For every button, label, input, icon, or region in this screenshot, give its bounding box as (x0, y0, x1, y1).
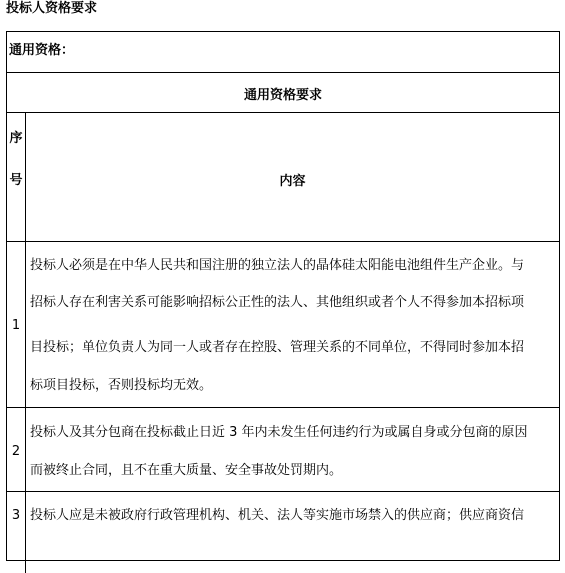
row-1-line-4: 标项目投标，否则投标均无效。 (30, 378, 213, 393)
row-divider (7, 407, 559, 408)
content-header: 内容 (279, 174, 306, 189)
row-divider (7, 241, 559, 242)
row-2-line-2: 而被终止合同，且不在重大质量、安全事故处罚期内。 (30, 463, 343, 478)
qualification-table (6, 31, 560, 561)
row-1-seq: 1 (11, 318, 21, 333)
seq-header-char-1: 序 (9, 131, 23, 146)
row-divider (7, 491, 559, 492)
section-heading: 投标人资格要求 (6, 1, 98, 16)
general-qualification-label: 通用资格： (9, 43, 75, 58)
row-3-line-1: 投标人应是未被政府行政管理机构、机关、法人等实施市场禁入的供应商；供应商资信 (30, 508, 525, 523)
row-3-seq: 3 (11, 508, 21, 523)
row-2-seq: 2 (11, 444, 21, 459)
row-2-line-1: 投标人及其分包商在投标截止日近 3 年内未发生任何违约行为或属自身或分包商的原因 (30, 425, 528, 440)
seq-header-char-2: 号 (9, 173, 23, 188)
general-qualification-row (7, 32, 559, 73)
row-1-line-2: 招标人存在利害关系可能影响招标公正性的法人、其他组织或者个人不得参加本招标项 (30, 295, 525, 310)
table-title-row (7, 73, 559, 113)
row-1-line-1: 投标人必须是在中华人民共和国注册的独立法人的晶体硅太阳能电池组件生产企业。与 (30, 258, 525, 273)
row-1-line-3: 目投标；单位负责人为同一人或者存在控股、管理关系的不同单位，不得同时参加本招 (30, 340, 525, 355)
table-title: 通用资格要求 (243, 88, 322, 103)
